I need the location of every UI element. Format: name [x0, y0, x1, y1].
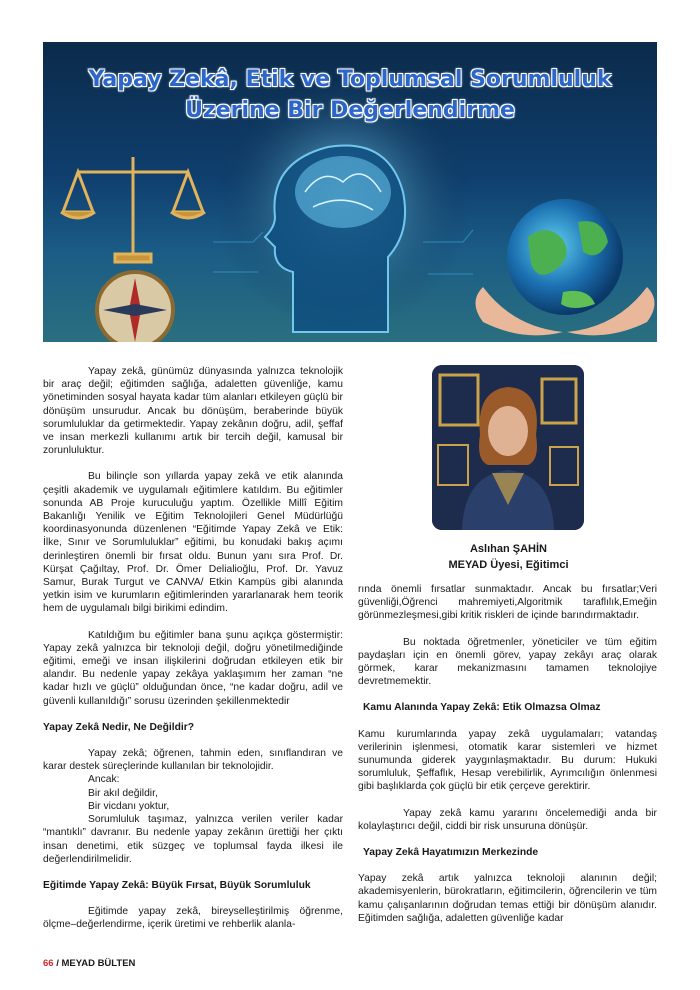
paragraph: Bu bilinçle son yıllarda yapay zekâ ve etik alanında çeşitli akademik ve uygulamalı eğitimlere katıldım. Bu eğitimler sonunda AB Proje kuruculuğu yaptım. Özellikle Millî Eğitim Bakanlığı Yenilik ve Eğitim Teknolojileri Genel Müdürlüğü koordinasyonunda düzenlenen “Eğitimde Yapay Zekâ ve Etik: İlke, Sınır ve Sorumluluklar” eğitimi, bu konudaki bakış açımı derinleştiren önemli bir fırsat oldu. Bunun yanı sıra Prof. Dr. Kürşat Çağıltay, Prof. Dr. Ömer Delialioğlu, Prof. Dr. Yavuz Samur, Burak Turgut ve CANVA/ Etkin Kampüs gibi alanında yetkin isim ve kurumların eğitimlerinden yararlanarak hem teorik hem de uygulamalı bilgi birikimi edindim. — [43, 471, 343, 615]
paragraph: Bu noktada öğretmenler, yöneticiler ve tüm eğitim paydaşları için en önemli görev, yapay zekâyı araç olarak görmek, karar mekanizmasını tamamen teknolojiye devretmemektir. — [358, 636, 657, 688]
hero-title — [43, 64, 657, 126]
paragraph: Yapay zekâ kamu yararını öncelemediği anda bir kolaylaştırıcı değil, ciddi bir risk unsuruna dönüşür. — [358, 807, 657, 832]
left-column — [43, 365, 343, 932]
footer-separator: / — [53, 958, 62, 969]
paragraph: Yapay zekâ; öğrenen, tahmin eden, sınıflandıran ve karar destek süreçlerinde kullanılan bir teknolojidir. — [43, 748, 343, 773]
paragraph: Katıldığım bu eğitimler bana şunu açıkça göstermiştir: Yapay zekâ yalnızca bir teknoloji değil, doğru yönetilmediğinde eğitimi, emeği ve insan ilişkilerini doğrudan etkileyen etik bir alandır. Bu nedenle yapay zekâya yaklaşımım her zaman “ne kadar hızlı ve güçlü” olduğundan önce, “ne kadar doğru, adil ve güvenli kullanıldığı” sorusu üzerinden şekillenmektedir — [43, 629, 343, 707]
author-caption — [420, 541, 597, 573]
hero-banner — [43, 42, 657, 342]
author-photo — [432, 365, 584, 530]
publication-name: MEYAD BÜLTEN — [61, 958, 136, 969]
hero-title-line-2: Üzerine Bir Değerlendirme — [185, 98, 515, 123]
list-item: Bir akıl değildir, — [88, 787, 158, 799]
hero-title-line-1: Yapay Zekâ, Etik ve Toplumsal Sorumluluk — [88, 67, 612, 92]
paragraph: Yapay zekâ artık yalnızca teknoloji alanının değil; akademisyenlerin, bürokratların, eğitimcilerin, öğrencilerin ve tüm kamu çalışanlarının doğrudan temas ettiği bir dönüşüm alanıdır. Eğitimden sağlığa, adaletten güvenliğe kadar — [358, 873, 657, 924]
paragraph: Kamu kurumlarında yapay zekâ uygulamaları; vatandaş verilerinin işlenmesi, otomatik karar sistemleri ve hizmet sunumunda giderek yaygınlaşmaktadır. Bu durum: Hukuki sorumluluk, Şeffaflık, Hesap verebilirlik, Ayrımcılığın önlenmesi gibi başlıklarda çok güçlü bir etik çerçeve gerektirir. — [358, 728, 657, 793]
author-name: Aslıhan ŞAHİN — [469, 543, 547, 555]
section-heading: Yapay Zekâ Hayatımızın Merkezinde — [363, 847, 539, 859]
paragraph: Yapay zekâ, günümüz dünyasında yalnızca teknolojik bir araç değil; eğitimden sağlığa, adaletten güvenliğe, kamu yönetiminden sosyal hayata kadar tüm alanları etkileyen güçlü bir dönüşüm unsurudur. Ancak bu dönüşüm, beraberinde büyük sorumluluklar da getirmektedir. Yapay zekânın doğru, adil, şeffaf ve insan merkezli kullanımı artık bir tercih değil, kamusal bir zorunluluktur. — [43, 366, 343, 457]
paragraph: Eğitimde yapay zekâ, bireyselleştirilmiş öğrenme, ölçme–değerlendirme, içerik üretimi ve rehberlik alanla- — [43, 906, 343, 931]
list-item: Ancak: — [88, 774, 120, 786]
author-role: MEYAD Üyesi, Eğitimci — [448, 559, 569, 571]
earth-globe-icon — [507, 199, 623, 315]
page-number: 66 — [43, 958, 54, 969]
section-heading: Kamu Alanında Yapay Zekâ: Etik Olmazsa Olmaz — [363, 702, 601, 714]
scale-icon — [61, 157, 205, 262]
section-heading: Eğitimde Yapay Zekâ: Büyük Fırsat, Büyük Sorumluluk — [43, 879, 311, 891]
compass-icon — [97, 272, 173, 342]
section-heading: Yapay Zekâ Nedir, Ne Değildir? — [43, 721, 195, 733]
list-item: Bir vicdanı yoktur, — [88, 800, 170, 812]
paragraph: Sorumluluk taşımaz, yalnızca verilen veriler kadar “mantıklı” davranır. Bu nedenle yapay zekânın ürettiği her çıktı insan denetimi, etik süzgeç ve toplumsal fayda ilkesi ile değerlendirilmelidir. — [43, 814, 343, 865]
paragraph: rında önemli fırsatlar sunmaktadır. Ancak bu fırsatlar;Veri güvenliği,Öğrenci mahremiyeti,Algoritmik taraflılık,Emeğin görünmezleşmesi,gibi kritik riskleri de içinde barındırmaktadır. — [358, 584, 657, 622]
right-column — [358, 583, 657, 925]
page-footer — [43, 958, 135, 969]
